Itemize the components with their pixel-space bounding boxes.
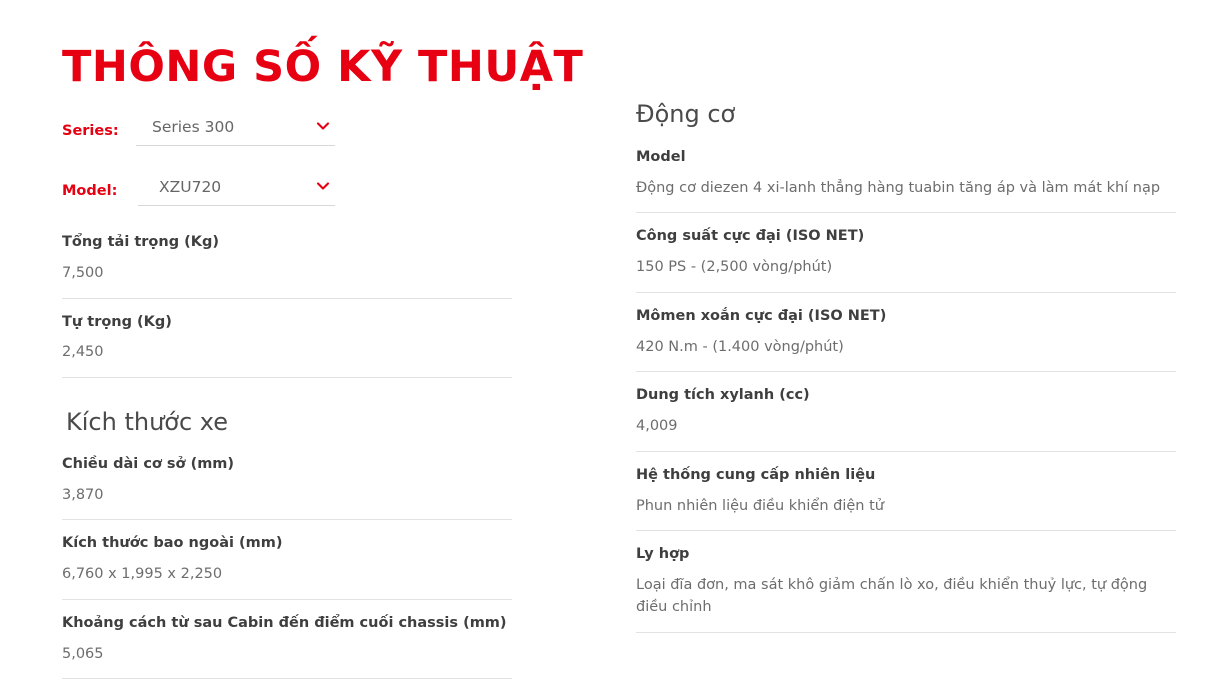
spec-row <box>636 544 1176 632</box>
spec-value: 5,065 <box>62 645 104 662</box>
weight-spec-list <box>62 232 512 378</box>
model-select-value: XZU720 <box>159 178 222 196</box>
spec-row <box>62 533 512 600</box>
spec-value: Động cơ diezen 4 xi-lanh thẳng hàng tuabin tăng áp và làm mát khí nạp <box>636 179 1161 196</box>
spec-row <box>636 226 1176 293</box>
dimension-spec-list <box>62 454 512 679</box>
spec-value: 6,760 x 1,995 x 2,250 <box>62 566 223 583</box>
series-select-value: Series 300 <box>152 118 235 136</box>
spec-name: Model <box>636 148 686 165</box>
spec-name: Dung tích xylanh (cc) <box>636 387 810 404</box>
spec-row <box>636 147 1176 214</box>
series-selector-label: Series: <box>62 123 119 139</box>
spec-value: 4,009 <box>636 418 678 435</box>
spec-name: Mômen xoắn cực đại (ISO NET) <box>636 307 887 324</box>
spec-name: Kích thước bao ngoài (mm) <box>62 535 283 552</box>
spec-row <box>636 465 1176 532</box>
spec-value: 420 N.m - (1.400 vòng/phút) <box>636 338 844 355</box>
model-selector-row <box>62 172 512 206</box>
section-heading-dimensions: Kích thước xe <box>66 408 229 436</box>
spec-value: 7,500 <box>62 264 104 281</box>
spec-name: Tổng tải trọng (Kg) <box>62 234 220 250</box>
spec-value: Loại đĩa đơn, ma sát khô giảm chấn lò xo, điều khiển thuỷ lực, tự động điều chỉnh <box>636 577 1148 615</box>
model-selector-label: Model: <box>62 183 118 199</box>
left-column <box>62 112 512 679</box>
spec-name: Công suất cực đại (ISO NET) <box>636 228 865 245</box>
page-title: THÔNG SỐ KỸ THUẬT <box>62 41 584 92</box>
spec-row <box>636 306 1176 373</box>
spec-row <box>62 613 512 679</box>
model-select[interactable] <box>138 172 335 206</box>
chevron-down-icon[interactable] <box>315 178 331 194</box>
chevron-down-icon[interactable] <box>315 118 331 134</box>
spec-value: 2,450 <box>62 344 104 361</box>
section-heading-engine: Động cơ <box>636 100 736 128</box>
engine-spec-list <box>636 147 1176 633</box>
spec-name: Tự trọng (Kg) <box>62 313 172 330</box>
spec-name: Hệ thống cung cấp nhiên liệu <box>636 466 876 483</box>
series-select[interactable] <box>136 112 335 146</box>
spec-row <box>636 385 1176 452</box>
spec-row <box>62 454 512 521</box>
spec-name: Chiều dài cơ sở (mm) <box>62 455 235 472</box>
spec-value: 150 PS - (2,500 vòng/phút) <box>636 259 833 276</box>
series-selector-row <box>62 112 512 146</box>
spec-name: Khoảng cách từ sau Cabin đến điểm cuối chassis (mm) <box>62 614 507 631</box>
spec-row <box>62 312 512 379</box>
spec-value: Phun nhiên liệu điều khiển điện tử <box>636 497 884 514</box>
spec-value: 3,870 <box>62 486 104 503</box>
spec-name: Ly hợp <box>636 546 690 563</box>
right-column <box>636 100 1176 633</box>
spec-row <box>62 232 512 299</box>
